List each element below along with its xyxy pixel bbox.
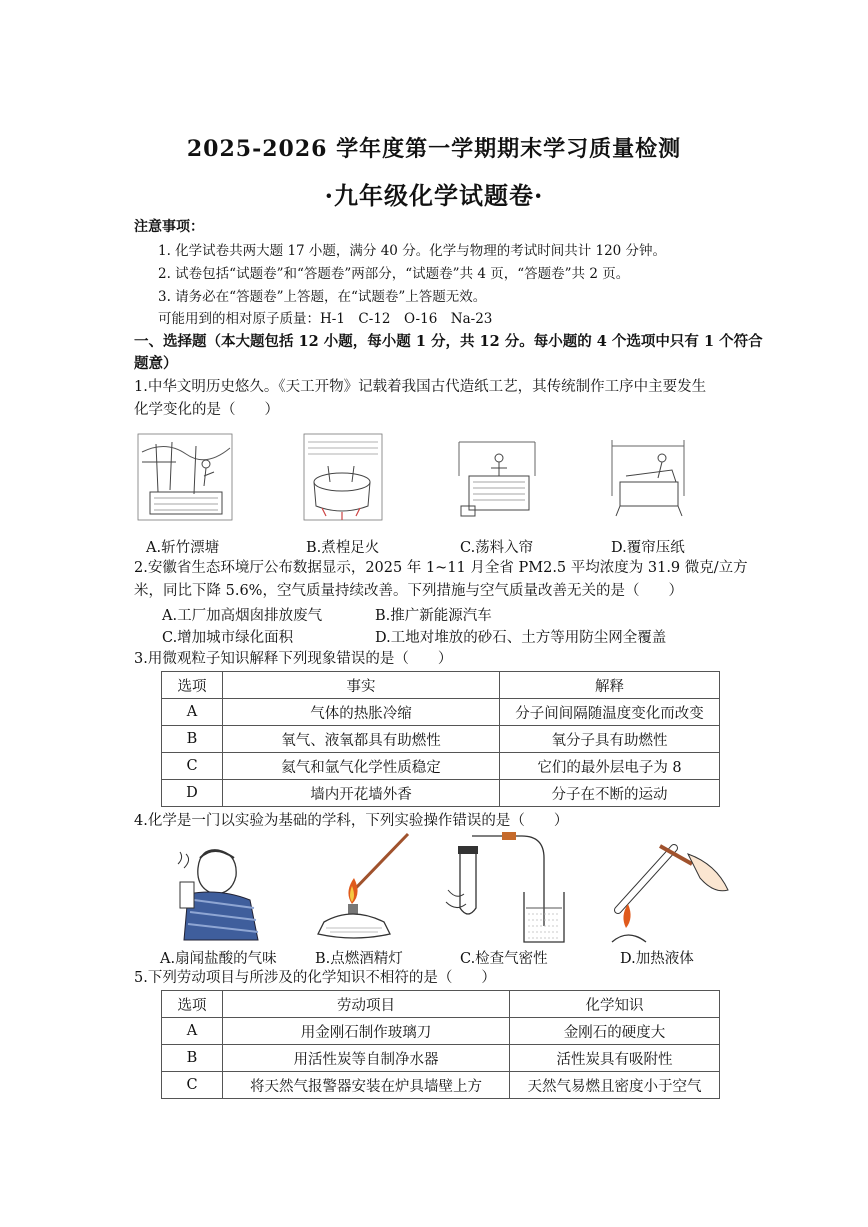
- q4-option-b: B.点燃酒精灯: [315, 951, 403, 967]
- table-cell: B: [162, 1045, 223, 1072]
- table-cell: 它们的最外层电子为 8: [500, 753, 720, 780]
- exam-subtitle: ·九年级化学试题卷·: [324, 181, 544, 210]
- table-cell: D: [162, 780, 223, 807]
- table-cell: B: [162, 726, 223, 753]
- q1-figure-c: [455, 436, 539, 520]
- table-cell: 将天然气报警器安装在炉具墙壁上方: [223, 1072, 510, 1099]
- table-row: [162, 1018, 720, 1045]
- q4-option-d: D.加热液体: [620, 951, 694, 967]
- table-cell: 金刚石的硬度大: [510, 1018, 720, 1045]
- table-row: [162, 1072, 720, 1099]
- table-cell: 气体的热胀冷缩: [223, 699, 500, 726]
- q2-option-b: B.推广新能源汽车: [375, 608, 492, 624]
- q1-option-d: D.覆帘压纸: [611, 540, 685, 556]
- table-header-cell: 化学知识: [510, 991, 720, 1018]
- q1-stem-cont: 化学变化的是（ ）: [134, 402, 279, 418]
- q4-figure-d-heating: [604, 834, 732, 946]
- q2-option-d: D.工地对堆放的砂石、土方等用防尘网全覆盖: [375, 630, 667, 646]
- table-header-cell: 选项: [162, 991, 223, 1018]
- q2-option-a: A.工厂加高烟囱排放废气: [162, 608, 323, 624]
- q4-option-a: A.扇闻盐酸的气味: [160, 951, 277, 967]
- table-cell: 活性炭具有吸附性: [510, 1045, 720, 1072]
- notes-item-3: 3. 请务必在“答题卷”上答题，在“试题卷”上答题无效。: [158, 289, 487, 305]
- q2-stem: 2.安徽省生态环境厅公布数据显示，2025 年 1~11 月全省 PM2.5 平均浓度为 31.9 微克/立方: [134, 560, 748, 576]
- section1-heading-cont: 题意）: [134, 355, 178, 372]
- table-header-row: [162, 991, 720, 1018]
- q1-stem: 1.中华文明历史悠久。《天工开物》记载着我国古代造纸工艺，其传统制作工序中主要发生: [134, 379, 707, 395]
- table-header-row: [162, 672, 720, 699]
- q1-option-c: C.荡料入帘: [460, 540, 534, 556]
- notes-item-2: 2. 试卷包括“试题卷”和“答题卷”两部分，“试题卷”共 4 页，“答题卷”共 2 页。: [158, 266, 630, 282]
- table-header-cell: 劳动项目: [223, 991, 510, 1018]
- table-header-cell: 事实: [223, 672, 500, 699]
- q2-stem-cont: 米，同比下降 5.6%，空气质量持续改善。下列措施与空气质量改善无关的是（ ）: [134, 583, 683, 599]
- notes-heading: 注意事项：: [134, 219, 204, 235]
- table-cell: 氧分子具有助燃性: [500, 726, 720, 753]
- q4-option-c: C.检查气密性: [460, 951, 548, 967]
- q1-figure-d: [606, 436, 690, 520]
- section1-heading: 一、选择题（本大题包括 12 小题，每小题 1 分，共 12 分。每小题的 4 个选项中只有 1 个符合: [134, 333, 763, 350]
- table-row: [162, 699, 720, 726]
- q2-option-c: C.增加城市绿化面积: [162, 630, 294, 646]
- table-cell: 氧气、液氧都具有助燃性: [223, 726, 500, 753]
- q4-figure-a-smelling: [170, 838, 268, 942]
- q1-figure-a: [136, 432, 234, 522]
- table-row: [162, 726, 720, 753]
- exam-title: 2025-2026 学年度第一学期期末学习质量检测: [186, 136, 682, 162]
- table-header-cell: 选项: [162, 672, 223, 699]
- table-cell: 天然气易燃且密度小于空气: [510, 1072, 720, 1099]
- table-cell: A: [162, 699, 223, 726]
- q5-table: [161, 990, 720, 1099]
- table-cell: 分子在不断的运动: [500, 780, 720, 807]
- table-header-cell: 解释: [500, 672, 720, 699]
- atomic-mass-line: 可能用到的相对原子质量：H-1 C-12 O-16 Na-23: [158, 311, 493, 327]
- table-cell: C: [162, 1072, 223, 1099]
- q5-stem: 5.下列劳动项目与所涉及的化学知识不相符的是（ ）: [134, 970, 496, 986]
- q1-option-b: B.煮楻足火: [306, 540, 380, 556]
- table-cell: 用金刚石制作玻璃刀: [223, 1018, 510, 1045]
- table-row: [162, 1045, 720, 1072]
- q1-option-a: A.斩竹漂塘: [146, 540, 220, 556]
- table-cell: 用活性炭等自制净水器: [223, 1045, 510, 1072]
- q1-figure-b: [302, 432, 384, 522]
- table-cell: 氦气和氩气化学性质稳定: [223, 753, 500, 780]
- table-cell: C: [162, 753, 223, 780]
- q3-stem: 3.用微观粒子知识解释下列现象错误的是（ ）: [134, 651, 453, 667]
- table-row: [162, 753, 720, 780]
- notes-item-1: 1. 化学试卷共两大题 17 小题，满分 40 分。化学与物理的考试时间共计 120 分钟。: [158, 243, 667, 259]
- table-cell: 分子间间隔随温度变化而改变: [500, 699, 720, 726]
- table-cell: 墙内开花墙外香: [223, 780, 500, 807]
- q4-stem: 4.化学是一门以实验为基础的学科，下列实验操作错误的是（ ）: [134, 813, 569, 829]
- table-row: [162, 780, 720, 807]
- table-cell: A: [162, 1018, 223, 1045]
- q4-figure-b-lamp: [312, 830, 416, 942]
- q3-table: [161, 671, 720, 807]
- q4-figure-c-airtight: [432, 830, 570, 946]
